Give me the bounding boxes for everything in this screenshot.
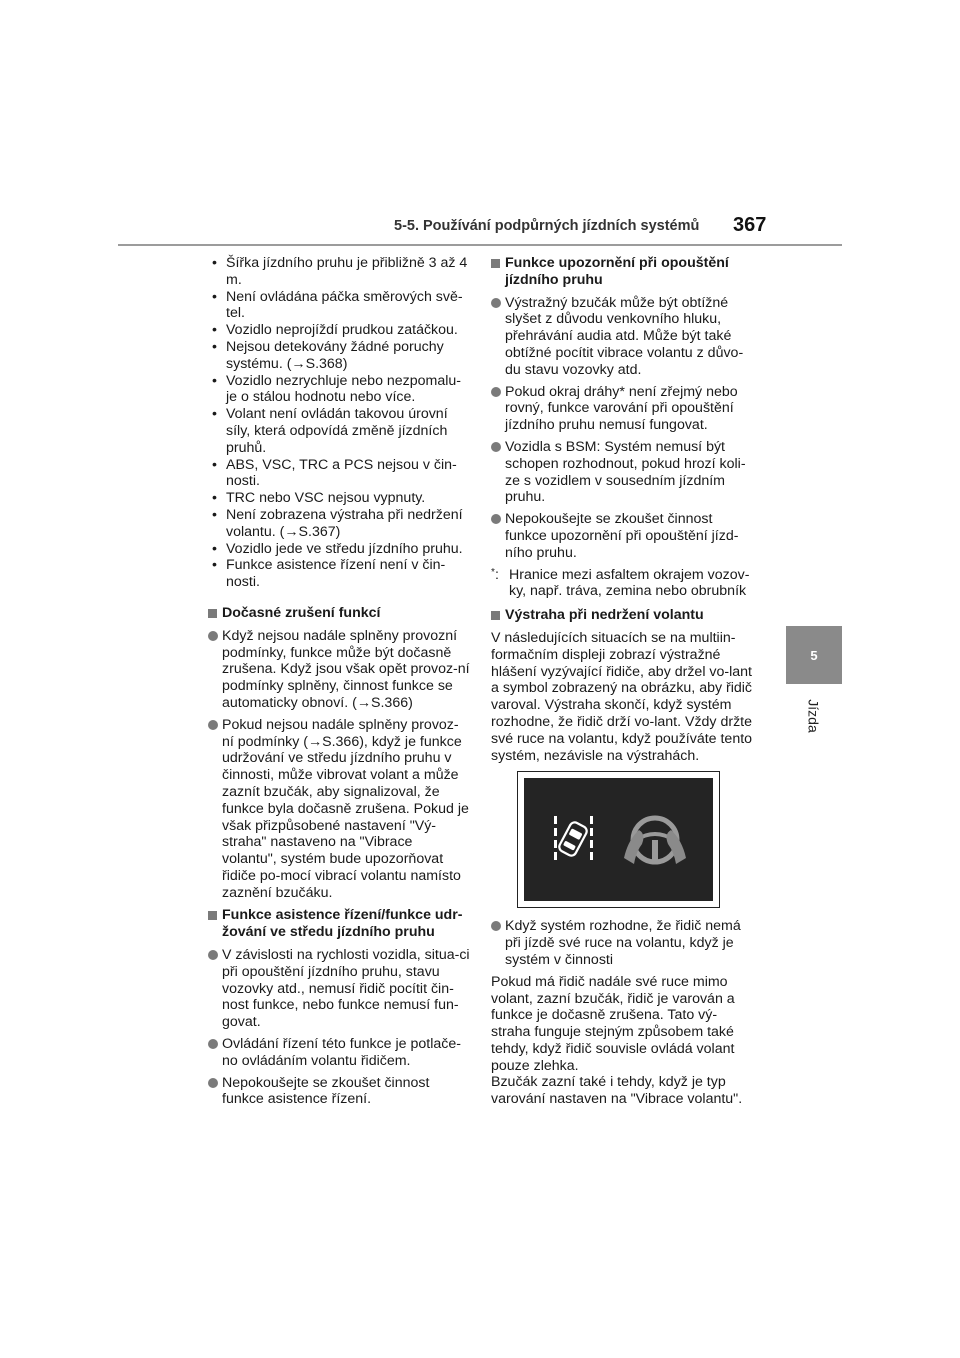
bullet-text: Když nejsou nadále splněny provozní podmínky, funkce může být dočasně zrušena. Když jsou však opět provoz-ní podmínky splněny, činnost funkce se automaticky obnoví. (→S.366) [222, 627, 470, 711]
round-bullet-icon [491, 514, 501, 524]
round-bullet-icon [208, 1078, 218, 1088]
condition-text: Šířka jízdního pruhu je přibližně 3 až 4 m. [226, 255, 468, 288]
left-column [208, 255, 470, 1113]
chapter-number: 5 [810, 647, 818, 663]
bullet-item [208, 947, 470, 1031]
condition-text: Vozidlo neprojíždí prudkou zatáčkou. [226, 322, 458, 339]
section-heading-temp-cancel [208, 605, 470, 622]
section-title: 5-5. Používání podpůrných jízdních systémů [394, 218, 700, 234]
condition-text: Vozidlo jede ve středu jízdního pruhu. [226, 540, 463, 557]
chapter-label [786, 686, 842, 746]
warning-figure [517, 771, 720, 908]
round-bullet-icon [208, 720, 218, 730]
bullet-text: Když systém rozhodne, že řidič nemá při jízdě své ruce na volantu, když je systém v činnosti [505, 918, 741, 968]
section-heading-steering-assist [208, 907, 470, 941]
condition-text: Nejsou detekovány žádné poruchy systému. (→S.368) [226, 338, 444, 372]
condition-text: TRC nebo VSC nejsou vypnuty. [226, 490, 426, 507]
condition-text: Volant není ovládán takovou úrovní síly, která odpovídá změně jízdních pruhů. [226, 406, 448, 456]
chapter-label-text: Jízda [806, 699, 822, 733]
round-bullet-icon [491, 387, 501, 397]
bullet-item [208, 628, 470, 712]
bullet-text: V závislosti na rychlosti vozidla, situa-ci při opouštění jízdního pruhu, stavu vozovky atd., nemusí řidič pocítit čin-nost funkce, nebo funkce nemusí fun-govat. [222, 947, 470, 1031]
bullet-item [208, 1036, 470, 1070]
warning-icons [524, 778, 713, 901]
section-heading-text: Funkce upozornění při opouštění jízdního pruhu [505, 255, 729, 288]
footnote: * : Hranice mezi asfaltem okrajem vozov-ky, např. tráva, zemina nebo obrubník [491, 566, 750, 600]
bullet-text: Vozidla s BSM: Systém nemusí být schopen rozhodnout, pokud hrozí koli-ze s vozidlem v sousedním jízdním pruhu. [505, 438, 746, 506]
condition-text: Není zobrazena výstraha při nedržení volantu. (→S.367) [226, 506, 463, 540]
bullet-text: Pokud okraj dráhy* není zřejmý nebo rovný, funkce varování při opouštění jízdního pruhu nemusí fungovat. [505, 383, 738, 434]
round-bullet-icon [208, 1039, 218, 1049]
footnote-mark: * [491, 566, 495, 578]
bullet-item [491, 918, 753, 968]
condition-item: • Vozidlo nezrychluje nebo nezpomalu-je o stálou hodnotu nebo více. [212, 372, 462, 406]
section-heading-hands-off [491, 607, 753, 624]
steering-wheel-hands-icon [624, 818, 686, 864]
header-divider [118, 244, 842, 246]
condition-item: • Šířka jízdního pruhu je přibližně 3 až 4 m. [212, 255, 468, 288]
round-bullet-icon [491, 298, 501, 308]
bullet-item [491, 295, 753, 379]
section-heading-text: Dočasné zrušení funkcí [222, 604, 381, 621]
round-bullet-icon [491, 442, 501, 452]
round-bullet-icon [491, 921, 501, 931]
condition-text: Vozidlo nezrychluje nebo nezpomalu-je o stálou hodnotu nebo více. [226, 372, 462, 406]
paragraph: V následujících situacích se na multiin-formačním displeji zobrazí výstražné hlášení vyzývající řidiče, aby držel vo-lant a symbol zobrazený na obrázku, aby řidič varoval. Výstraha skončí, když systém rozhodne, že řidič drží vo-lant. Vždy držte své ruce na volantu, když používáte tento systém, nezávisle na výstrahách. [491, 629, 753, 764]
bullet-text: Výstražný bzučák může být obtížné slyšet z důvodu venkovního hluku, přehrávání audia atd. Může být také obtížné pocítit vibrace volantu z důvo-du stavu vozovky atd. [505, 294, 744, 378]
bullet-text: Pokud nejsou nadále splněny provoz-ní podmínky (→S.366), když je funkce udržování ve středu jízdního pruhu v činnosti, může vibrovat volant a může zaznít bzučák, aby signalizoval, že funkce byla dočasně zrušena. Pokud je však přizpůsobené nastavení "Vý-straha" nastaveno na "Vibrace volantu", systém bude upozorňovat řidiče po-mocí vibrací volantu namísto zaznění bzučáku. [222, 716, 469, 901]
bullet-text: Ovládání řízení této funkce je potlače-no ovládáním volantu řidičem. [222, 1036, 461, 1069]
bullet-item [208, 1075, 470, 1109]
section-heading-text: Funkce asistence řízení/funkce udr-žování ve středu jízdního pruhu [222, 907, 463, 941]
square-bullet-icon [491, 611, 500, 620]
chapter-tab [786, 626, 842, 684]
condition-item: • Vozidlo jede ve středu jízdního pruhu. [212, 540, 463, 557]
condition-item: • Volant není ovládán takovou úrovní síly, která odpovídá změně jízdních pruhů. [212, 406, 448, 456]
page-number: 367 [733, 214, 767, 236]
bullet-item [491, 511, 753, 561]
condition-item: • ABS, VSC, TRC a PCS nejsou v čin-nosti. [212, 456, 457, 490]
condition-item: • Nejsou detekovány žádné poruchy systému. (→S.368) [212, 338, 444, 372]
condition-text: Funkce asistence řízení není v čin-nosti. [226, 557, 446, 591]
bullet-text: Nepokoušejte se zkoušet činnost funkce upozornění při opouštění jízd-ního pruhu. [505, 511, 739, 561]
display-screen [524, 778, 713, 901]
lane-car-icon [554, 816, 593, 860]
square-bullet-icon [208, 609, 217, 618]
bullet-item [208, 717, 470, 902]
paragraph: Pokud má řidič nadále své ruce mimo volant, zazní bzučák, řidič je varován a funkce je dočasně zrušena. Tato vý-straha funguje stejným způsobem také tehdy, když řidič souvisle ovládá volant pouze zlehka. [491, 973, 735, 1074]
condition-item: • Vozidlo neprojíždí prudkou zatáčkou. [212, 322, 458, 339]
condition-item: • TRC nebo VSC nejsou vypnuty. [212, 490, 426, 507]
bullet-item [491, 384, 753, 434]
square-bullet-icon [491, 259, 500, 268]
condition-item: • Není zobrazena výstraha při nedržení volantu. (→S.367) [212, 506, 463, 540]
section-heading-lane-departure [491, 255, 753, 289]
footnote-text: Hranice mezi asfaltem okrajem vozov-ky, např. tráva, zemina nebo obrubník [509, 566, 750, 600]
square-bullet-icon [208, 911, 217, 920]
round-bullet-icon [208, 631, 218, 641]
condition-text: ABS, VSC, TRC a PCS nejsou v čin-nosti. [226, 456, 457, 490]
condition-item: • Není ovládána páčka směrových svě-tel. [212, 288, 463, 322]
bullet-text: Nepokoušejte se zkoušet činnost funkce asistence řízení. [222, 1074, 430, 1108]
section-heading-text: Výstraha při nedržení volantu [505, 607, 704, 624]
condition-item: • Funkce asistence řízení není v čin-nosti. [212, 557, 446, 591]
condition-text: Není ovládána páčka směrových svě-tel. [226, 288, 463, 322]
bullet-item [491, 439, 753, 506]
paragraph: Bzučák zazní také i tehdy, když je typ varování nastaven na "Vibrace volantu". [491, 1074, 743, 1108]
round-bullet-icon [208, 950, 218, 960]
right-column [491, 255, 753, 1108]
